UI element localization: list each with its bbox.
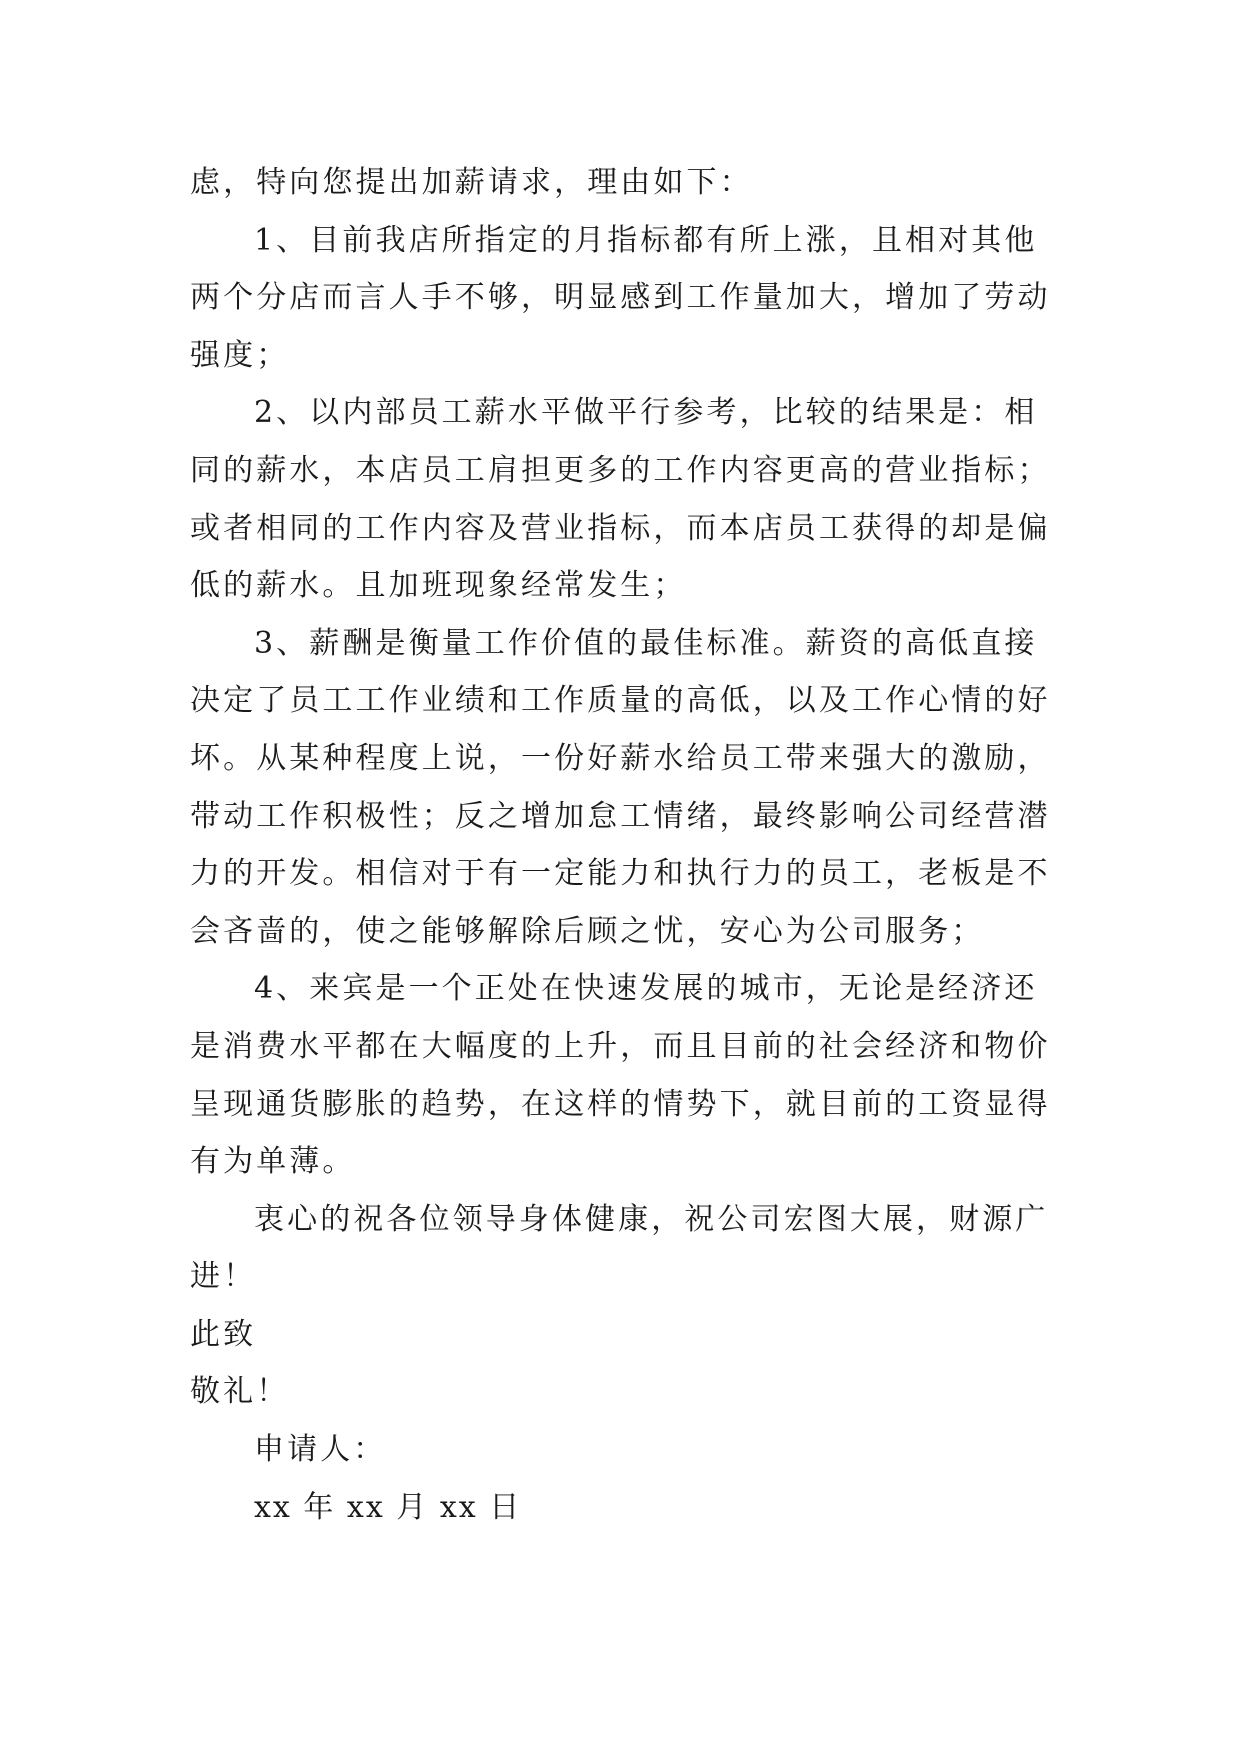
body-line: 强度； xyxy=(190,337,290,373)
closing-wishes: 进！ xyxy=(190,1259,257,1295)
body-line: 或者相同的工作内容及营业指标，而本店员工获得的却是偏 xyxy=(190,510,1051,546)
body-line: 低的薪水。且加班现象经常发生； xyxy=(190,568,687,604)
body-line: 带动工作积极性；反之增加怠工情绪，最终影响公司经营潜 xyxy=(190,798,1051,834)
body-line: 有为单薄。 xyxy=(190,1144,356,1180)
body-line: 2、以内部员工薪水平做平行参考，比较的结果是：相 xyxy=(254,395,1038,431)
letter-body xyxy=(190,154,1050,1536)
body-line: 同的薪水，本店员工肩担更多的工作内容更高的营业指标； xyxy=(190,452,1051,488)
body-line: 决定了员工工作业绩和工作质量的高低，以及工作心情的好 xyxy=(190,683,1051,719)
salutation: 此致 xyxy=(190,1316,257,1352)
body-line: 呈现通货膨胀的趋势，在这样的情势下，就目前的工资显得 xyxy=(190,1086,1051,1122)
body-line: 会吝啬的，使之能够解除后顾之忧，安心为公司服务； xyxy=(190,913,985,949)
date-line: xx 年 xx 月 xx 日 xyxy=(254,1489,522,1525)
body-line: 坏。从某种程度上说，一份好薪水给员工带来强大的激励， xyxy=(190,740,1051,776)
salutation: 敬礼！ xyxy=(190,1374,290,1410)
closing-wishes: 衷心的祝各位领导身体健康，祝公司宏图大展，财源广 xyxy=(254,1201,1049,1237)
applicant-signature: 申请人： xyxy=(254,1432,387,1468)
body-line: 1、目前我店所指定的月指标都有所上涨，且相对其他 xyxy=(254,222,1038,258)
body-line: 力的开发。相信对于有一定能力和执行力的员工，老板是不 xyxy=(190,856,1051,892)
body-line: 两个分店而言人手不够，明显感到工作量加大，增加了劳动 xyxy=(190,280,1051,316)
body-line: 4、来宾是一个正处在快速发展的城市，无论是经济还 xyxy=(254,971,1038,1007)
body-line: 是消费水平都在大幅度的上升，而且目前的社会经济和物价 xyxy=(190,1028,1051,1064)
body-line: 虑，特向您提出加薪请求，理由如下： xyxy=(190,165,753,200)
body-line: 3、薪酬是衡量工作价值的最佳标准。薪资的高低直接 xyxy=(254,625,1038,661)
